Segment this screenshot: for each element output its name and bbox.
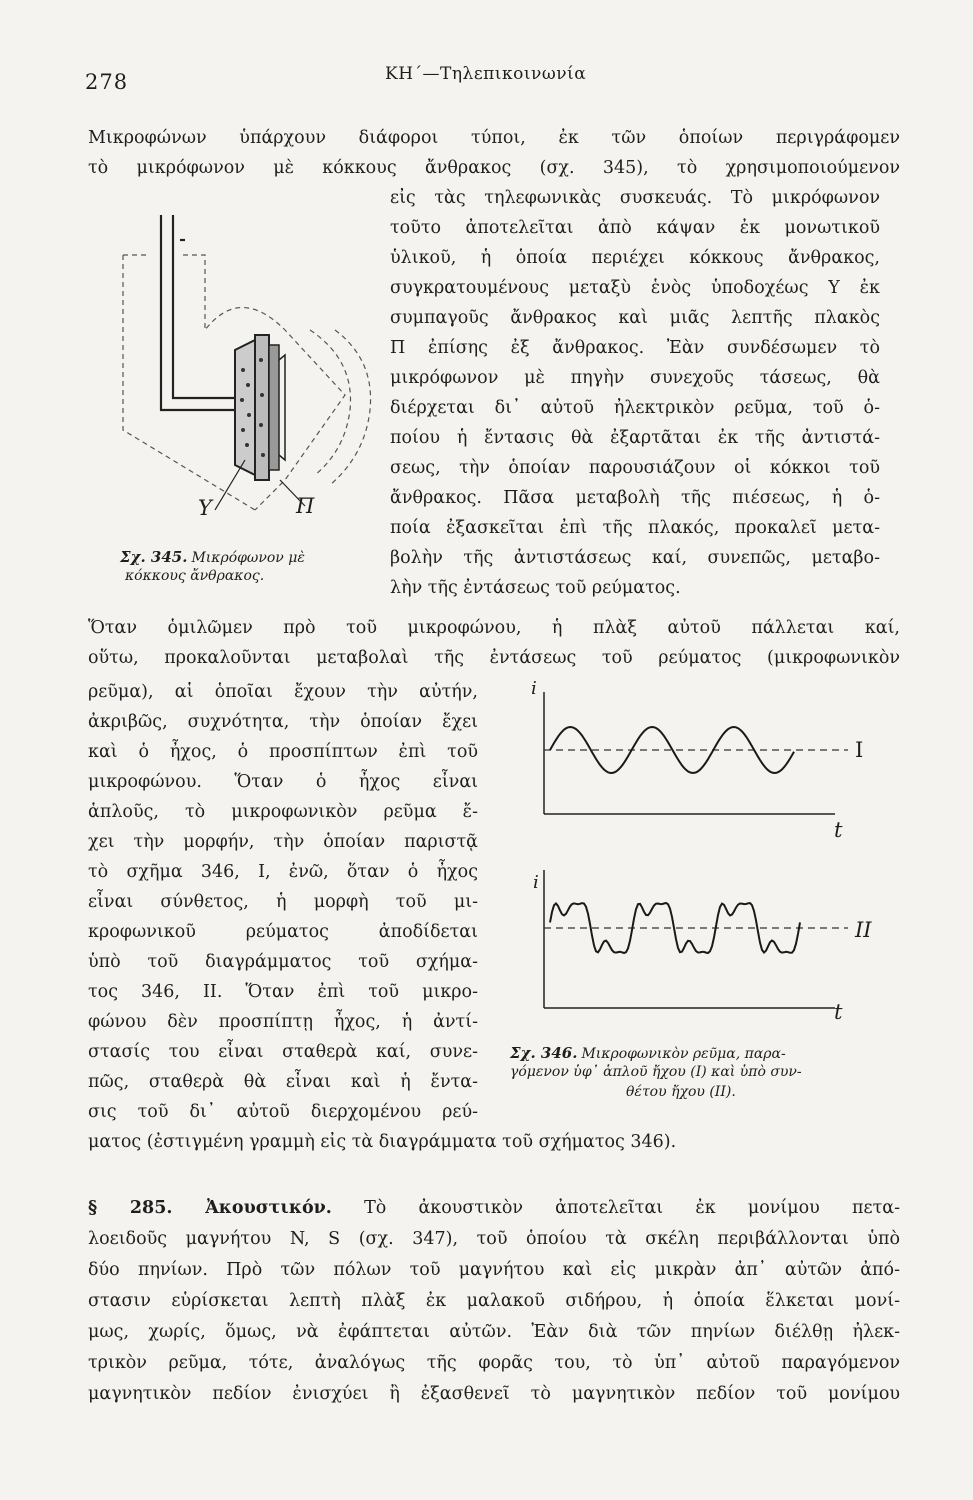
label-i: i: [533, 872, 539, 893]
body-line: στασίς του εἶναι σταθερὰ καί, συνε-: [88, 1042, 478, 1062]
body-line: φώνου δὲν προσπίπτῃ ἦχος, ἡ ἀντί-: [88, 1012, 478, 1032]
body-line: ποίου ἡ ἔντασις θὰ ἐξαρτᾶται ἐκ τῆς ἀντιστά-: [390, 428, 880, 448]
body-line: οὕτω, προκαλοῦνται μεταβολαὶ τῆς ἐντάσεως τοῦ ρεύματος (μικροφωνικὸν: [88, 648, 900, 668]
label-t: t: [834, 1000, 843, 1024]
body-line: ποία ἐξασκεῖται ἐπὶ τῆς πλακός, προκαλεῖ μετα-: [390, 518, 880, 538]
body-line: χει τὴν μορφήν, τὴν ὁποίαν παριστᾷ: [88, 832, 478, 852]
figure-346-current-diagrams: [530, 680, 860, 1025]
body-line: ἁπλοῦς, τὸ μικροφωνικὸν ρεῦμα ἔ-: [88, 802, 478, 822]
body-line: ἄνθρακος. Πᾶσα μεταβολὴ τῆς πιέσεως, ἡ ὁ-: [390, 488, 880, 508]
body-line: εἶναι σύνθετος, ἡ μορφὴ τοῦ μι-: [88, 892, 478, 912]
body-line: πῶς, σταθερὰ θὰ εἶναι καὶ ἡ ἔντα-: [88, 1072, 478, 1092]
diagram-simple-sound: [544, 692, 848, 814]
body-line: σεως, τὴν ὁποίαν παρουσιάζουν οἱ κόκκοι τοῦ: [390, 458, 880, 478]
body-line: συμπαγοῦς ἄνθρακος καὶ μιᾶς λεπτῆς πλακὸς: [390, 308, 880, 328]
body-line: μικρόφωνον μὲ πηγὴν συνεχοῦς τάσεως, θὰ: [390, 368, 880, 388]
body-line: τρικὸν ρεῦμα, τότε, ἀναλόγως τῆς φορᾶς του, τὸ ὑπ᾽ αὐτοῦ παραγόμενον: [88, 1353, 900, 1373]
running-title: ΚΗ΄—Τηλεπικοινωνία: [385, 64, 587, 84]
body-line: ματος (ἐστιγμένη γραμμὴ εἰς τὰ διαγράμματα τοῦ σχήματος 346).: [88, 1132, 677, 1152]
body-line: δύο πηνίων. Πρὸ τῶν πόλων τοῦ μαγνήτου καὶ εἰς μικρὰν ἀπ᾽ αὐτῶν ἀπό-: [88, 1260, 900, 1280]
body-line: Μικροφώνων ὑπάρχουν διάφοροι τύποι, ἐκ τῶν ὁποίων περιγράφομεν: [88, 128, 900, 148]
body-line: ὑλικοῦ, ἡ ὁποία περιέχει κόκκους ἄνθρακος,: [390, 248, 880, 268]
body-line: διέρχεται δι᾽ αὐτοῦ ἠλεκτρικὸν ρεῦμα, τοῦ ὁ-: [390, 398, 880, 418]
body-line: εἰς τὰς τηλεφωνικὰς συσκευάς. Τὸ μικρόφωνον: [390, 188, 880, 208]
caption-text: Μικροφωνικὸν ρεῦμα, παρα-: [581, 1046, 786, 1062]
label-t: t: [834, 818, 843, 842]
body-line: συγκρατουμένους μεταξὺ ἑνὸς ὑποδοχέως Υ ἐκ: [390, 278, 880, 298]
section-heading: § 285. Ἀκουστικόν.: [88, 1198, 332, 1218]
body-line: μικροφώνου. Ὅταν ὁ ἦχος εἶναι: [88, 772, 478, 792]
body-line: Π ἐπίσης ἐξ ἄνθρακος. Ἐὰν συνδέσωμεν τὸ: [390, 338, 880, 358]
body-line: στασιν εὑρίσκεται λεπτὴ πλὰξ ἐκ μαλακοῦ σιδήρου, ἡ ὁποία ἕλκεται μονί-: [88, 1291, 900, 1311]
figure-346-caption-line3: θέτου ἤχου (ΙΙ).: [626, 1084, 736, 1100]
body-line: μως, χωρίς, ὅμως, νὰ ἐφάπτεται αὐτῶν. Ἐὰν διὰ τῶν πηνίων διέλθῃ ἠλεκ-: [88, 1322, 900, 1342]
body-line: τὸ σχῆμα 346, Ι, ἐνῶ, ὅταν ὁ ἦχος: [88, 862, 478, 882]
terminal-rods: [161, 215, 235, 410]
label-plate-p: Π: [296, 494, 315, 518]
body-line: ὑπὸ τοῦ διαγράμματος τοῦ σχήμα-: [88, 952, 478, 972]
body-line: ρεῦμα), αἱ ὁποῖαι ἔχουν τὴν αὐτήν,: [88, 682, 478, 702]
carbon-capsule: [235, 335, 285, 480]
body-line: κροφωνικοῦ ρεύματος ἀποδίδεται: [88, 922, 478, 942]
figure-345-caption: [120, 548, 305, 566]
section-285-first-line: [88, 1200, 900, 1218]
label-I: I: [855, 738, 864, 762]
figure-346-caption: [510, 1044, 786, 1062]
body-line: λοειδοῦς μαγνήτου N, S (σχ. 347), τοῦ ὁποίου τὰ σκέλη περιβάλλονται ὑπὸ: [88, 1229, 900, 1249]
section-text: Τὸ ἀκουστικὸν ἀποτελεῖται ἐκ μονίμου πετα-: [364, 1198, 900, 1218]
body-line: τοῦτο ἀποτελεῖται ἀπὸ κάψαν ἐκ μονωτικοῦ: [390, 218, 880, 238]
label-receptor-y: Υ: [198, 496, 212, 520]
body-line: τος 346, ΙΙ. Ὅταν ἐπὶ τοῦ μικρο-: [88, 982, 478, 1002]
body-line: μαγνητικὸν πεδίον ἐνισχύει ἢ ἐξασθενεῖ τὸ μαγνητικὸν πεδίον τοῦ μονίμου: [88, 1384, 900, 1404]
caption-number: Σχ. 345.: [120, 548, 188, 566]
label-II: II: [855, 918, 872, 942]
figure-345-caption-line2: κόκκους ἄνθρακος.: [125, 568, 265, 584]
body-line: σις τοῦ δι᾽ αὐτοῦ διερχομένου ρεύ-: [88, 1102, 478, 1122]
body-line: λὴν τῆς ἐντάσεως τοῦ ρεύματος.: [390, 578, 681, 598]
caption-number: Σχ. 346.: [510, 1044, 578, 1062]
body-line: Ὅταν ὁμιλῶμεν πρὸ τοῦ μικροφώνου, ἡ πλὰξ αὐτοῦ πάλλεται καί,: [88, 618, 900, 638]
page-number: 278: [85, 70, 129, 94]
diagram-complex-sound: [544, 870, 848, 1008]
figure-346-caption-line2: γόμενον ὑφ᾽ ἁπλοῦ ἤχου (Ι) καὶ ὑπὸ συν-: [510, 1064, 802, 1080]
body-line: βολὴν τῆς ἀντιστάσεως καί, συνεπῶς, μεταβο-: [390, 548, 880, 568]
figure-345-microphone: [105, 210, 380, 540]
body-line: ἀκριβῶς, συχνότητα, τὴν ὁποίαν ἔχει: [88, 712, 478, 732]
caption-text: Μικρόφωνον μὲ: [191, 550, 305, 566]
body-line: τὸ μικρόφωνον μὲ κόκκους ἄνθρακος (σχ. 345), τὸ χρησιμοποιούμενον: [88, 158, 900, 178]
label-i: i: [531, 678, 537, 699]
body-line: καὶ ὁ ἦχος, ὁ προσπίπτων ἐπὶ τοῦ: [88, 742, 478, 762]
